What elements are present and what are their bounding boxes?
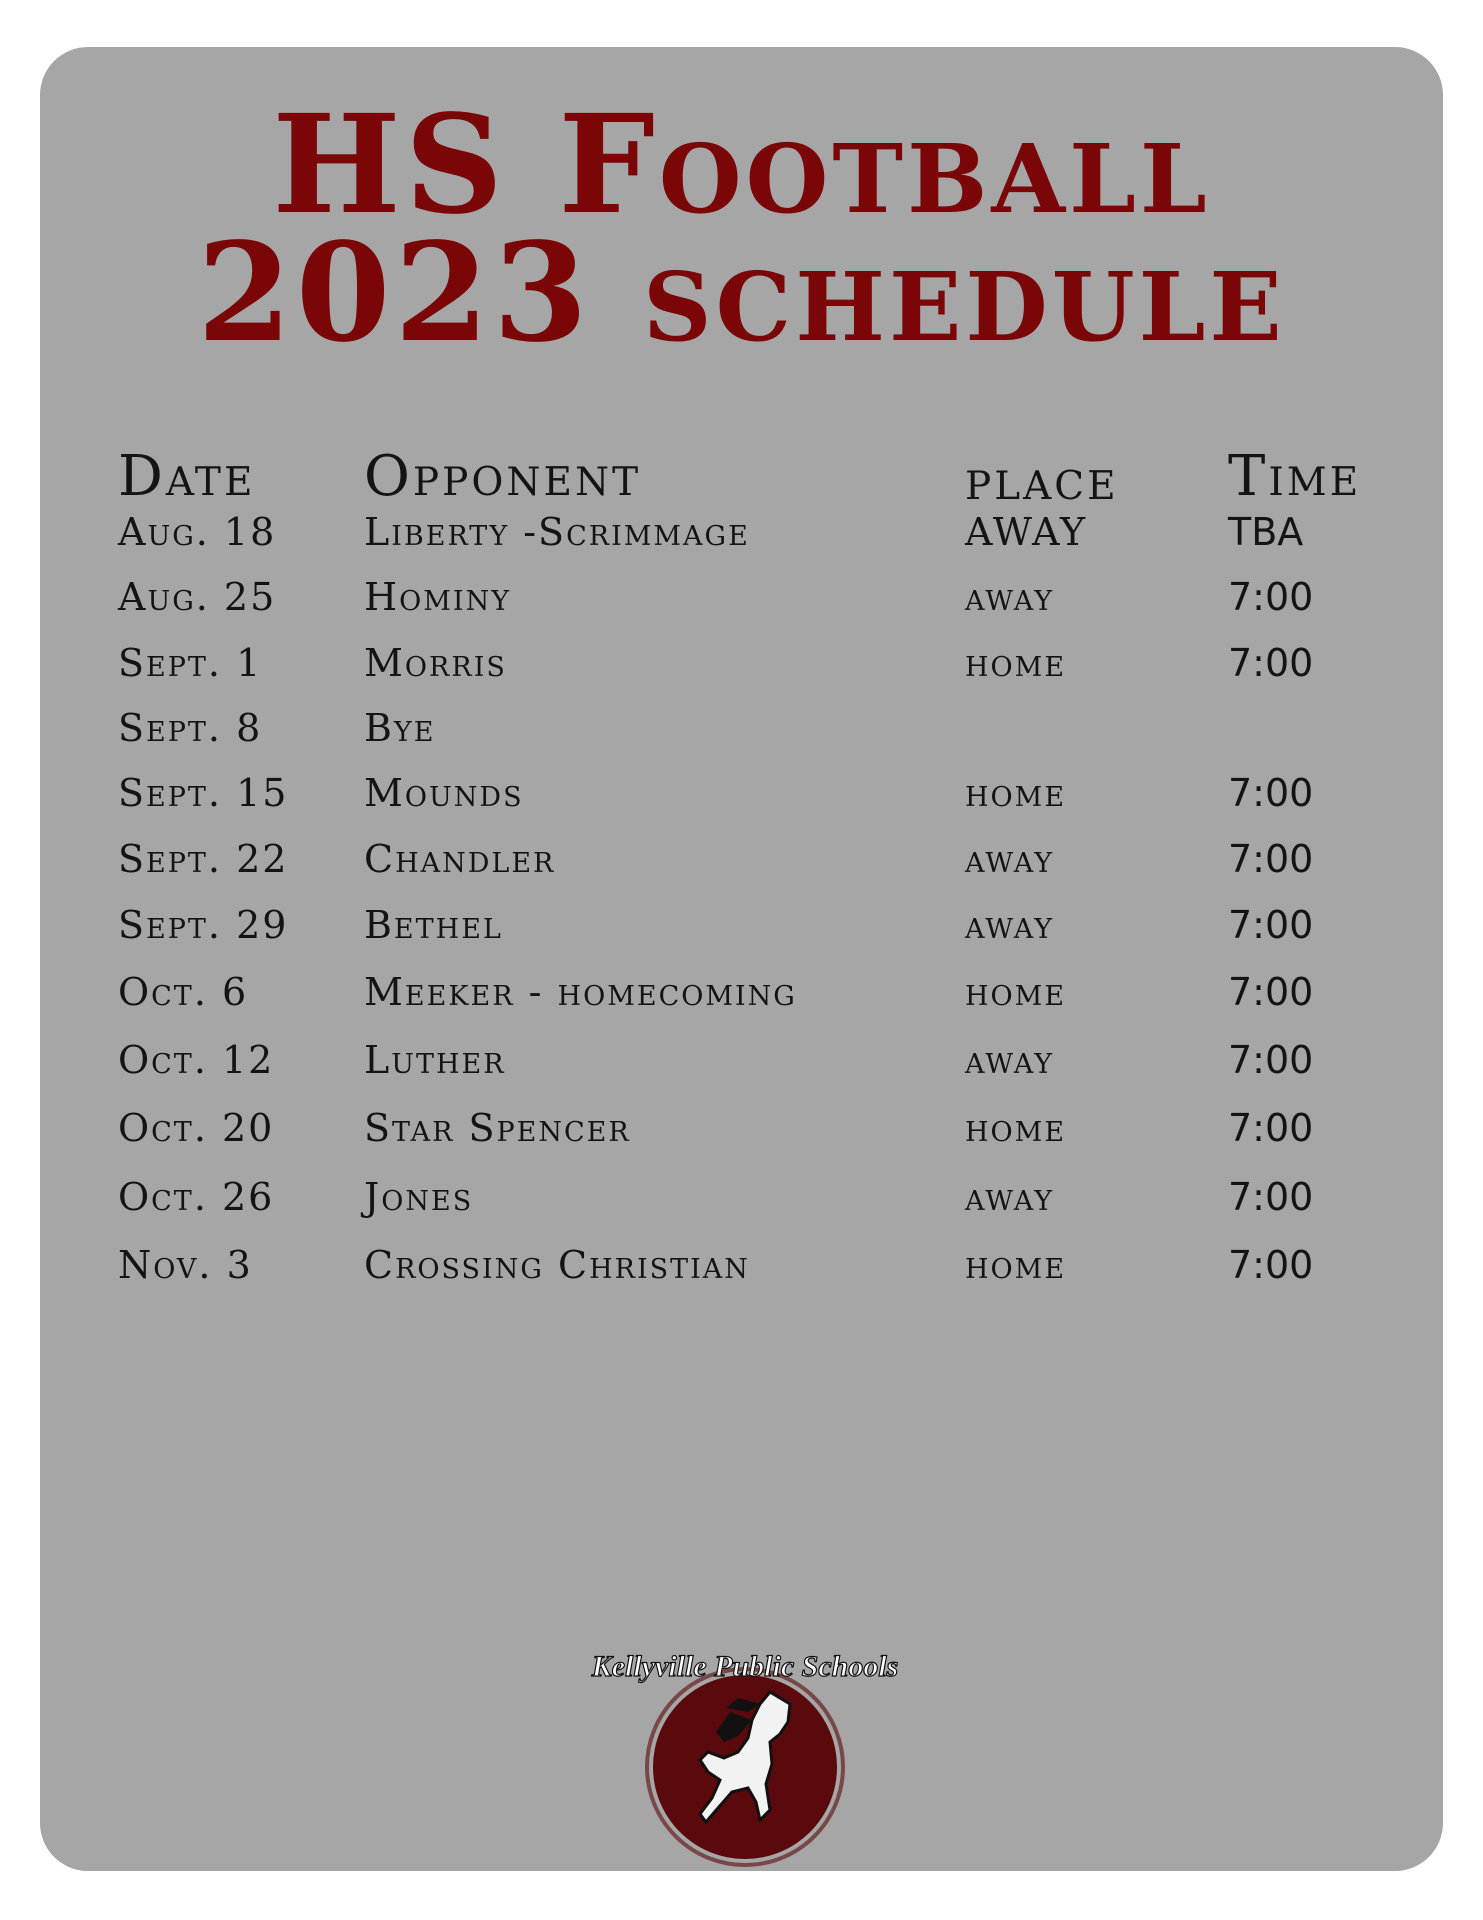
title-line-1: HS Football [272,85,1211,245]
cell-date: Sept. 29 [118,903,289,947]
cell-time: 7:00 [1228,575,1314,619]
cell-time: 7:00 [1228,837,1314,881]
cell-place: away [965,903,1055,947]
cell-place: home [965,1106,1067,1150]
cell-date: Aug. 25 [118,575,277,619]
cell-date: Sept. 8 [118,706,263,750]
header-opponent: Opponent [364,444,642,509]
cell-time: 7:00 [1228,903,1314,947]
title-line-2: 2023 schedule [197,213,1286,373]
cell-opponent: Crossing Christian [364,1243,750,1287]
cell-time: 7:00 [1228,641,1314,685]
cell-opponent: Luther [364,1038,506,1082]
cell-place: home [965,641,1067,685]
cell-date: Aug. 18 [118,510,277,554]
cell-date: Sept. 15 [118,771,289,815]
cell-date: Nov. 3 [118,1243,253,1287]
cell-place: away [965,1175,1055,1219]
cell-date: Oct. 6 [118,970,249,1014]
cell-opponent: Mounds [364,771,524,815]
cell-time: 7:00 [1228,771,1314,815]
cell-opponent: Meeker - homecoming [364,970,797,1014]
cell-time: 7:00 [1228,1175,1314,1219]
cell-opponent: Bethel [364,903,503,947]
cell-place: away [965,1038,1055,1082]
cell-opponent: Jones [364,1175,474,1219]
header-time: Time [1228,444,1362,509]
header-date: Date [118,444,256,509]
cell-time: 7:00 [1228,970,1314,1014]
cell-date: Sept. 1 [118,641,263,685]
cell-date: Oct. 20 [118,1106,275,1150]
cell-place: home [965,771,1067,815]
cell-place: home [965,1243,1067,1287]
logo-text: Kellyville Public Schools [591,1650,899,1683]
cell-opponent: Chandler [364,837,556,881]
cell-time: 7:00 [1228,1106,1314,1150]
cell-time: 7:00 [1228,1038,1314,1082]
cell-place: away [965,575,1055,619]
cell-opponent: Hominy [364,575,512,619]
cell-place: away [965,837,1055,881]
cell-opponent: Star Spencer [364,1106,631,1150]
cell-time: TBA [1228,510,1304,554]
cell-opponent: Liberty -Scrimmage [364,510,750,554]
header-place: place [965,448,1119,513]
kellyville-logo [591,1642,899,1867]
cell-place: home [965,970,1067,1014]
cell-time: 7:00 [1228,1243,1314,1287]
cell-opponent: Bye [364,706,436,750]
cell-date: Sept. 22 [118,837,289,881]
cell-opponent: Morris [364,641,507,685]
cell-place: AWAY [965,510,1088,554]
cell-date: Oct. 12 [118,1038,275,1082]
schedule-card [40,47,1443,1871]
cell-date: Oct. 26 [118,1175,275,1219]
